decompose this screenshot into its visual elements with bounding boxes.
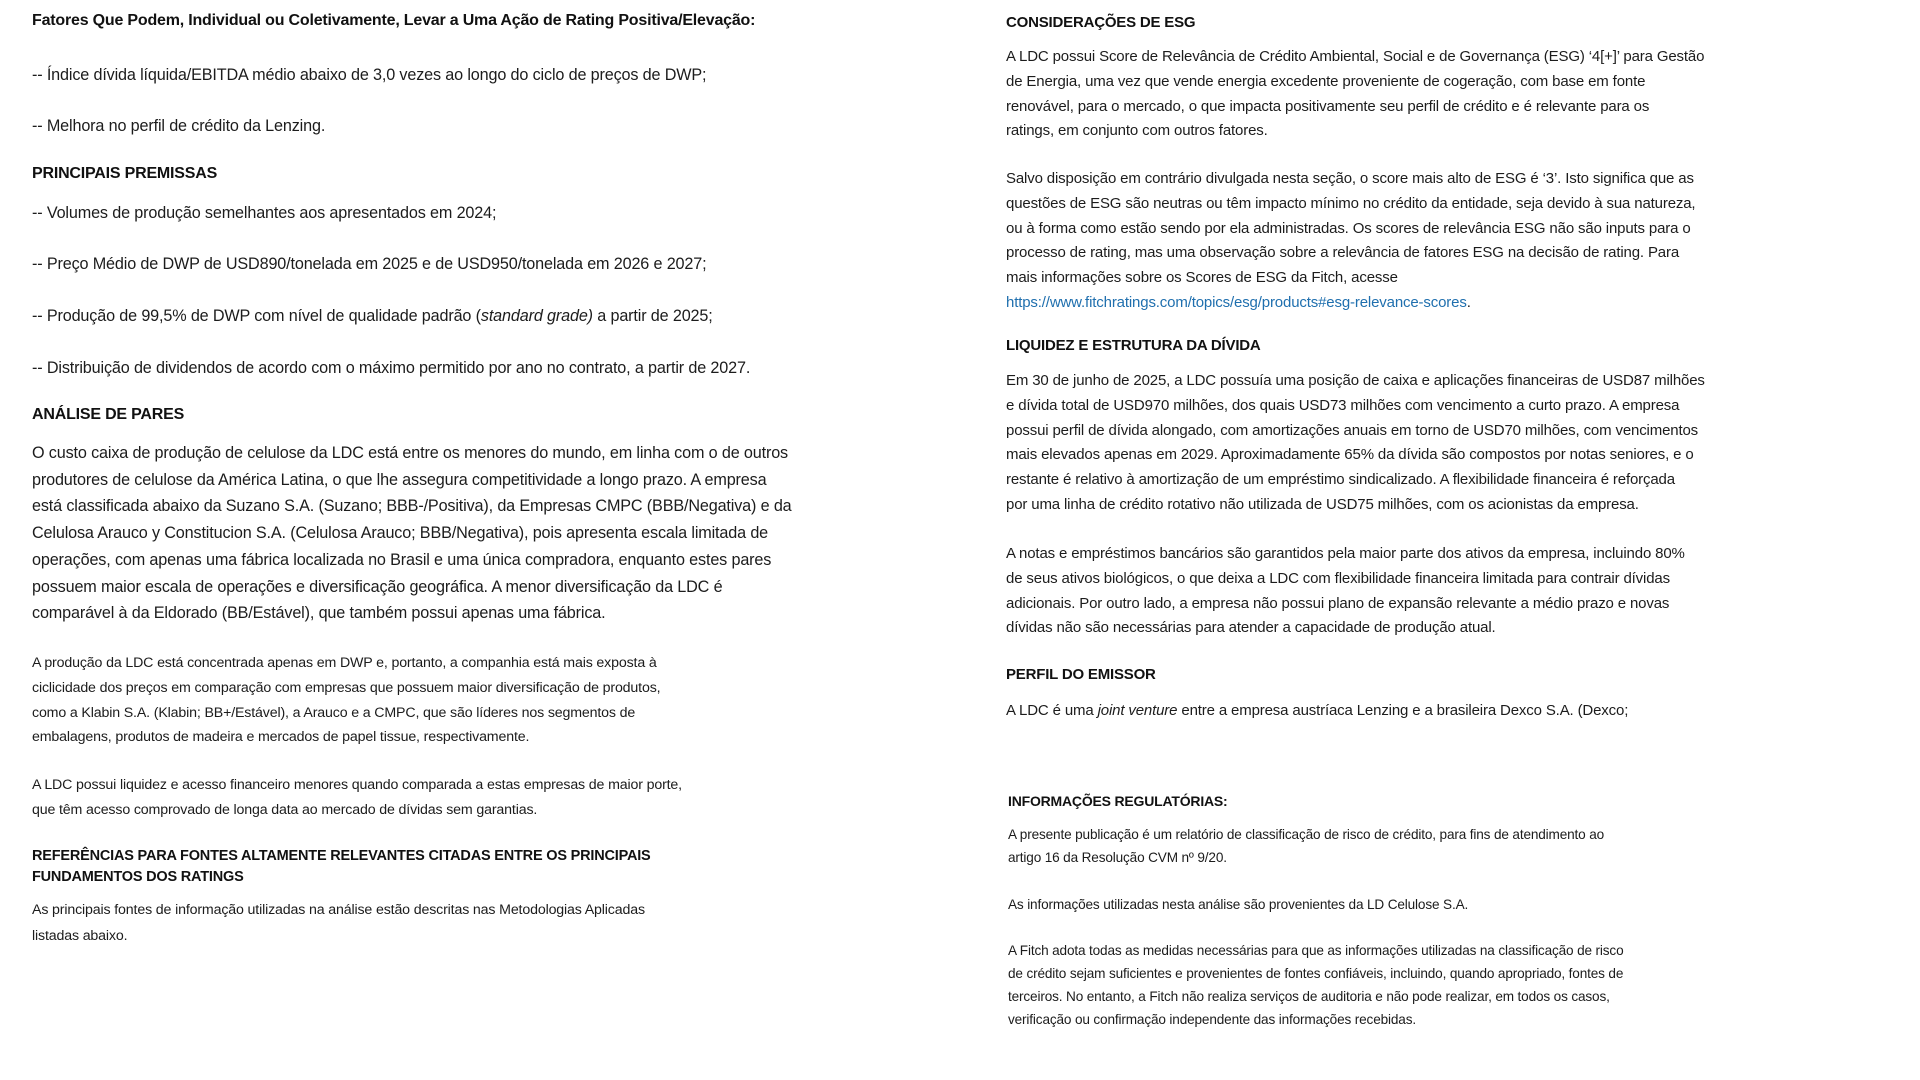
text-line: A Fitch adota todas as medidas necessárias para que as informações utilizadas na classificação de risco — [1008, 943, 1624, 958]
text-line: restante é relativo à amortização de um empréstimo sindicalizado. A flexibilidade financeira é reforçada — [1006, 471, 1675, 489]
esg-paragraph-2 — [1006, 167, 1695, 316]
text-line: operações, com apenas uma fábrica localizada no Brasil e uma única compradora, enquanto estes pares — [32, 550, 772, 569]
peer-analysis-paragraph-3 — [32, 773, 682, 823]
premise-item — [32, 303, 713, 330]
text-line: mais elevados apenas em 2029. Aproximadamente 65% da dívida são compostos por notas seniores, e o — [1006, 446, 1694, 464]
text-line: A produção da LDC está concentrada apenas em DWP e, portanto, a companhia está mais exposta à — [32, 655, 657, 671]
text-line: de seus ativos biológicos, o que deixa a LDC com flexibilidade financeira limitada para contrair dívidas — [1006, 569, 1670, 587]
premise-item: -- Distribuição de dividendos de acordo com o máximo permitido por ano no contrato, a partir de 2027. — [32, 359, 751, 377]
text-line: artigo 16 da Resolução CVM nº 9/20. — [1008, 850, 1227, 865]
esg-relevance-scores-link[interactable]: https://www.fitchratings.com/topics/esg/products#esg-relevance-scores — [1006, 293, 1467, 311]
regulatory-heading: INFORMAÇÕES REGULATÓRIAS: — [1008, 793, 1228, 809]
regulatory-paragraph-2: As informações utilizadas nesta análise são provenientes da LD Celulose S.A. — [1008, 897, 1469, 912]
text-line: O custo caixa de produção de celulose da LDC está entre os menores do mundo, em linha com o de outros — [32, 444, 788, 462]
text-line: processo de rating, mas uma observação sobre a relevância de fatores ESG na decisão de rating. Para — [1006, 244, 1680, 262]
regulatory-paragraph-3 — [1008, 939, 1624, 1031]
liquidity-heading: LIQUIDEZ E ESTRUTURA DA DÍVIDA — [1006, 337, 1261, 354]
text-line — [1006, 291, 1695, 316]
liquidity-paragraph-2 — [1006, 542, 1685, 641]
text-line: produtores de celulose da América Latina, o que lhe assegura competitividade a longo prazo. A empresa — [32, 470, 767, 489]
regulatory-paragraph-1 — [1008, 823, 1604, 869]
peer-analysis-heading: ANÁLISE DE PARES — [32, 406, 185, 423]
esg-paragraph-1 — [1006, 45, 1704, 144]
issuer-profile-paragraph — [1006, 699, 1673, 769]
text-line: como a Klabin S.A. (Klabin; BB+/Estável), a Arauco e a CMPC, que são líderes nos segmentos de — [32, 704, 636, 721]
text-line: ou à forma como estão sendo por ela administradas. Os scores de relevância ESG não são inputs para o — [1006, 219, 1691, 237]
joint-venture-emphasis: joint venture — [1097, 702, 1178, 719]
premise-item: -- Volumes de produção semelhantes aos apresentados em 2024; — [32, 204, 497, 222]
premise-emphasis: standard grade) — [480, 307, 593, 325]
text-line: embalagens, produtos de madeira e mercados de papel tissue, respectivamente. — [32, 729, 530, 746]
premise-item: -- Preço Médio de DWP de USD890/tonelada em 2025 e de USD950/tonelada em 2026 e 2027; — [32, 255, 707, 273]
text-line: de Energia, uma vez que vende energia excedente proveniente de cogeração, com base em fonte — [1006, 72, 1646, 90]
text-line: A LDC possui Score de Relevância de Crédito Ambiental, Social e de Governança (ESG) ‘4[+]’ para Gestão — [1006, 48, 1705, 65]
text-line: ciclicidade dos preços em comparação com empresas que possuem maior diversificação de produtos, — [32, 679, 661, 696]
heading-line: FUNDAMENTOS DOS RATINGS — [32, 868, 244, 885]
text-line: possui perfil de dívida alongado, com amortizações anuais em torno de USD70 milhões, com vencimentos — [1006, 421, 1699, 439]
link-suffix: . — [1466, 293, 1471, 311]
text-line: renovável, para o mercado, o que impacta positivamente seu perfil de crédito e é relevante para os — [1006, 97, 1650, 115]
heading-line: REFERÊNCIAS PARA FONTES ALTAMENTE RELEVANTES CITADAS ENTRE OS PRINCIPAIS — [32, 848, 651, 864]
factor-item: -- Melhora no perfil de crédito da Lenzing. — [32, 117, 326, 135]
text-line: de crédito sejam suficientes e provenientes de fontes confiáveis, incluindo, quando apropriado, fontes de — [1008, 966, 1624, 981]
text-line — [1006, 699, 1673, 769]
liquidity-paragraph-1 — [1006, 369, 1705, 518]
text-line: Salvo disposição em contrário divulgada nesta seção, o score mais alto de ESG é ‘3’. Isto significa que as — [1006, 170, 1694, 187]
text-span: entre a empresa austríaca Lenzing e a brasileira Dexco S.A. (Dexco; — [1177, 702, 1629, 719]
text-line: mais informações sobre os Scores de ESG da Fitch, acesse — [1006, 269, 1398, 287]
text-line: e dívida total de USD970 milhões, dos quais USD73 milhões com vencimento a curto prazo. A empresa — [1006, 396, 1680, 414]
text-line: que têm acesso comprovado de longa data ao mercado de dívidas sem garantias. — [32, 801, 538, 818]
text-line: está classificada abaixo da Suzano S.A. (Suzano; BBB-/Positiva), da Empresas CMPC (BBB/Negativa) e da — [32, 497, 792, 516]
text-line: terceiros. No entanto, a Fitch não realiza serviços de auditoria e não pode realizar, em todos os casos, — [1008, 989, 1610, 1004]
peer-analysis-paragraph — [32, 440, 792, 627]
premises-heading: PRINCIPAIS PREMISSAS — [32, 165, 218, 182]
text-line: Em 30 de junho de 2025, a LDC possuía uma posição de caixa e aplicações financeiras de USD87 milhões — [1006, 372, 1705, 389]
text-line: por uma linha de crédito rotativo não utilizada de USD75 milhões, com os acionistas da empresa. — [1006, 495, 1639, 513]
text-line: questões de ESG são neutras ou têm impacto mínimo no crédito da entidade, seja devido à sua natureza, — [1006, 194, 1696, 212]
text-line: verificação ou confirmação independente das informações recebidas. — [1008, 1012, 1416, 1027]
text-line: A notas e empréstimos bancários são garantidos pela maior parte dos ativos da empresa, incluindo 80% — [1006, 545, 1685, 562]
factor-item: -- Índice dívida líquida/EBITDA médio abaixo de 3,0 vezes ao longo do ciclo de preços de DWP; — [32, 66, 707, 84]
references-paragraph — [32, 898, 645, 949]
text-line: possuem maior escala de operações e diversificação geográfica. A menor diversificação da LDC é — [32, 577, 723, 596]
premise-text: a partir de 2025; — [592, 307, 713, 325]
text-line: As principais fontes de informação utilizadas na análise estão descritas nas Metodologias Aplicadas — [32, 902, 645, 918]
text-span: A LDC é uma — [1006, 702, 1098, 719]
text-line: dívidas não são necessárias para atender a capacidade de produção atual. — [1006, 619, 1496, 637]
rating-factors-heading: Fatores Que Podem, Individual ou Coletivamente, Levar a Uma Ação de Rating Positiva/Elevação: — [32, 12, 756, 29]
text-line: A LDC possui liquidez e acesso financeiro menores quando comparada a estas empresas de maior porte, — [32, 777, 682, 793]
text-line: comparável à da Eldorado (BB/Estável), que também possui apenas uma fábrica. — [32, 604, 606, 623]
references-heading — [32, 846, 651, 887]
premise-text: -- Produção de 99,5% de DWP com nível de qualidade padrão ( — [32, 307, 481, 325]
text-line: A presente publicação é um relatório de classificação de risco de crédito, para fins de atendimento ao — [1008, 827, 1605, 842]
esg-heading: CONSIDERAÇÕES DE ESG — [1006, 14, 1196, 31]
text-line: adicionais. Por outro lado, a empresa não possui plano de expansão relevante a médio prazo e novas — [1006, 594, 1670, 612]
text-line: ratings, em conjunto com outros fatores. — [1006, 122, 1268, 140]
text-line: Celulosa Arauco y Constitucion S.A. (Celulosa Arauco; BBB/Negativa), pois apresenta escala limitada de — [32, 524, 769, 543]
text-line: listadas abaixo. — [32, 927, 128, 944]
peer-analysis-paragraph-2 — [32, 651, 660, 750]
issuer-profile-heading: PERFIL DO EMISSOR — [1006, 666, 1156, 683]
